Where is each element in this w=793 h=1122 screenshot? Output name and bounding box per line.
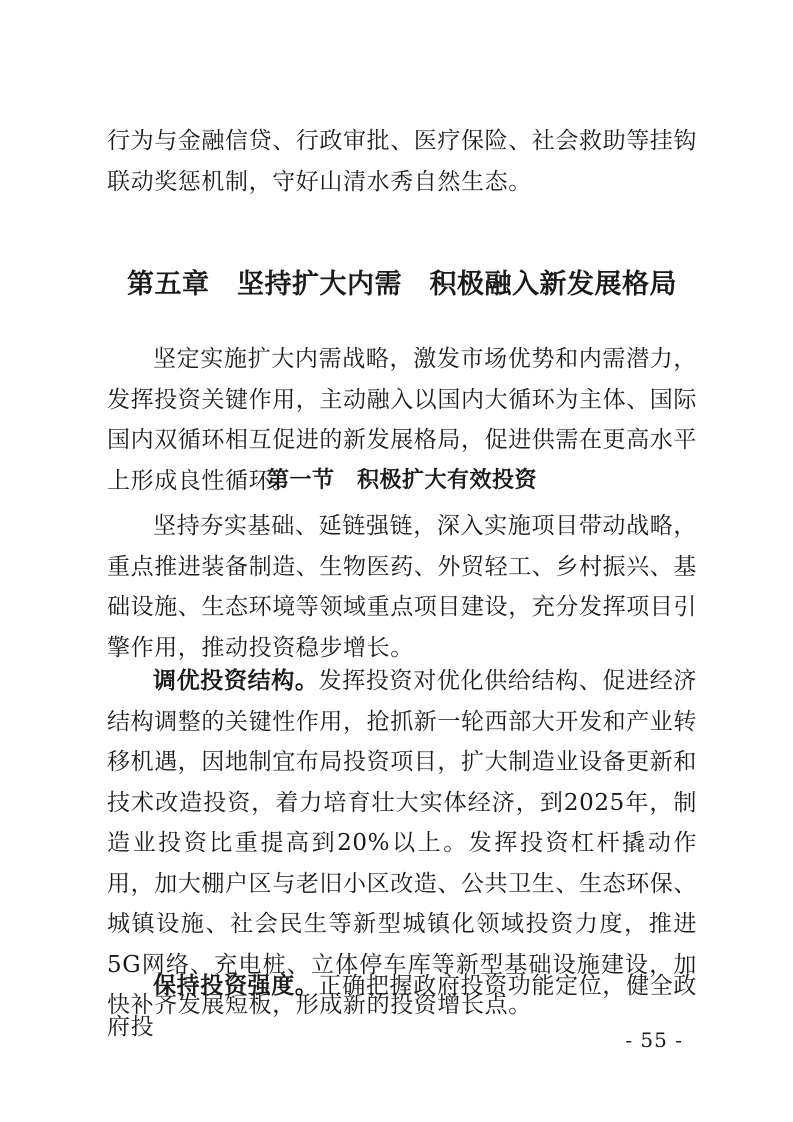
chapter-intro-paragraph: 坚定实施扩大内需战略，激发市场优势和内需潜力，发挥投资关键作用，主动融入以国内大循环为主体、国际国内双循环相互促进的新发展格局，促进供需在更高水平上形成良性循环。: [107, 346, 697, 494]
chapter-title: 第五章 坚持扩大内需 积极融入新发展格局: [127, 269, 677, 300]
paragraph-body-text: 发挥投资对优化供给结构、促进经济结构调整的关键性作用，抢抓新一轮西部大开发和产业转移机遇，因地制宜布局投资项目，扩大制造业设备更新和技术改造投资，着力培育壮大实体经济，到2025年，制造业投资比重提高到20%以上。发挥投资杠杆撬动作用，加大棚户区与老旧小区改造、公共卫生、生态环保、城镇设施、社会民生等新型城镇化领域投资力度，推进5G网络、充电桩、立体停车库等新型基础设施建设，加快补齐发展短板，形成新的投资增长点。: [107, 668, 697, 1018]
page-number: - 55 -: [625, 1028, 683, 1052]
continued-paragraph: 行为与金融信贷、行政审批、医疗保险、社会救助等挂钩联动奖惩机制，守好山清水秀自然生态。: [107, 128, 697, 195]
paragraph-body-text: 正确把握政府投资功能定位，健全政府投: [107, 973, 697, 1040]
paragraph-lead-heading: 调优投资结构。: [153, 667, 319, 694]
investment-intensity-paragraph: [107, 966, 697, 1047]
paragraph-lead-heading: 保持投资强度。: [153, 972, 319, 999]
section-intro-paragraph: 坚持夯实基础、延链强链，深入实施项目带动战略，重点推进装备制造、生物医药、外贸轻工、乡村振兴、基础设施、生态环境等领域重点项目建设，充分发挥项目引擎作用，推动投资稳步增长。: [107, 513, 697, 661]
section-title: 第一节 积极扩大有效投资: [266, 468, 537, 493]
